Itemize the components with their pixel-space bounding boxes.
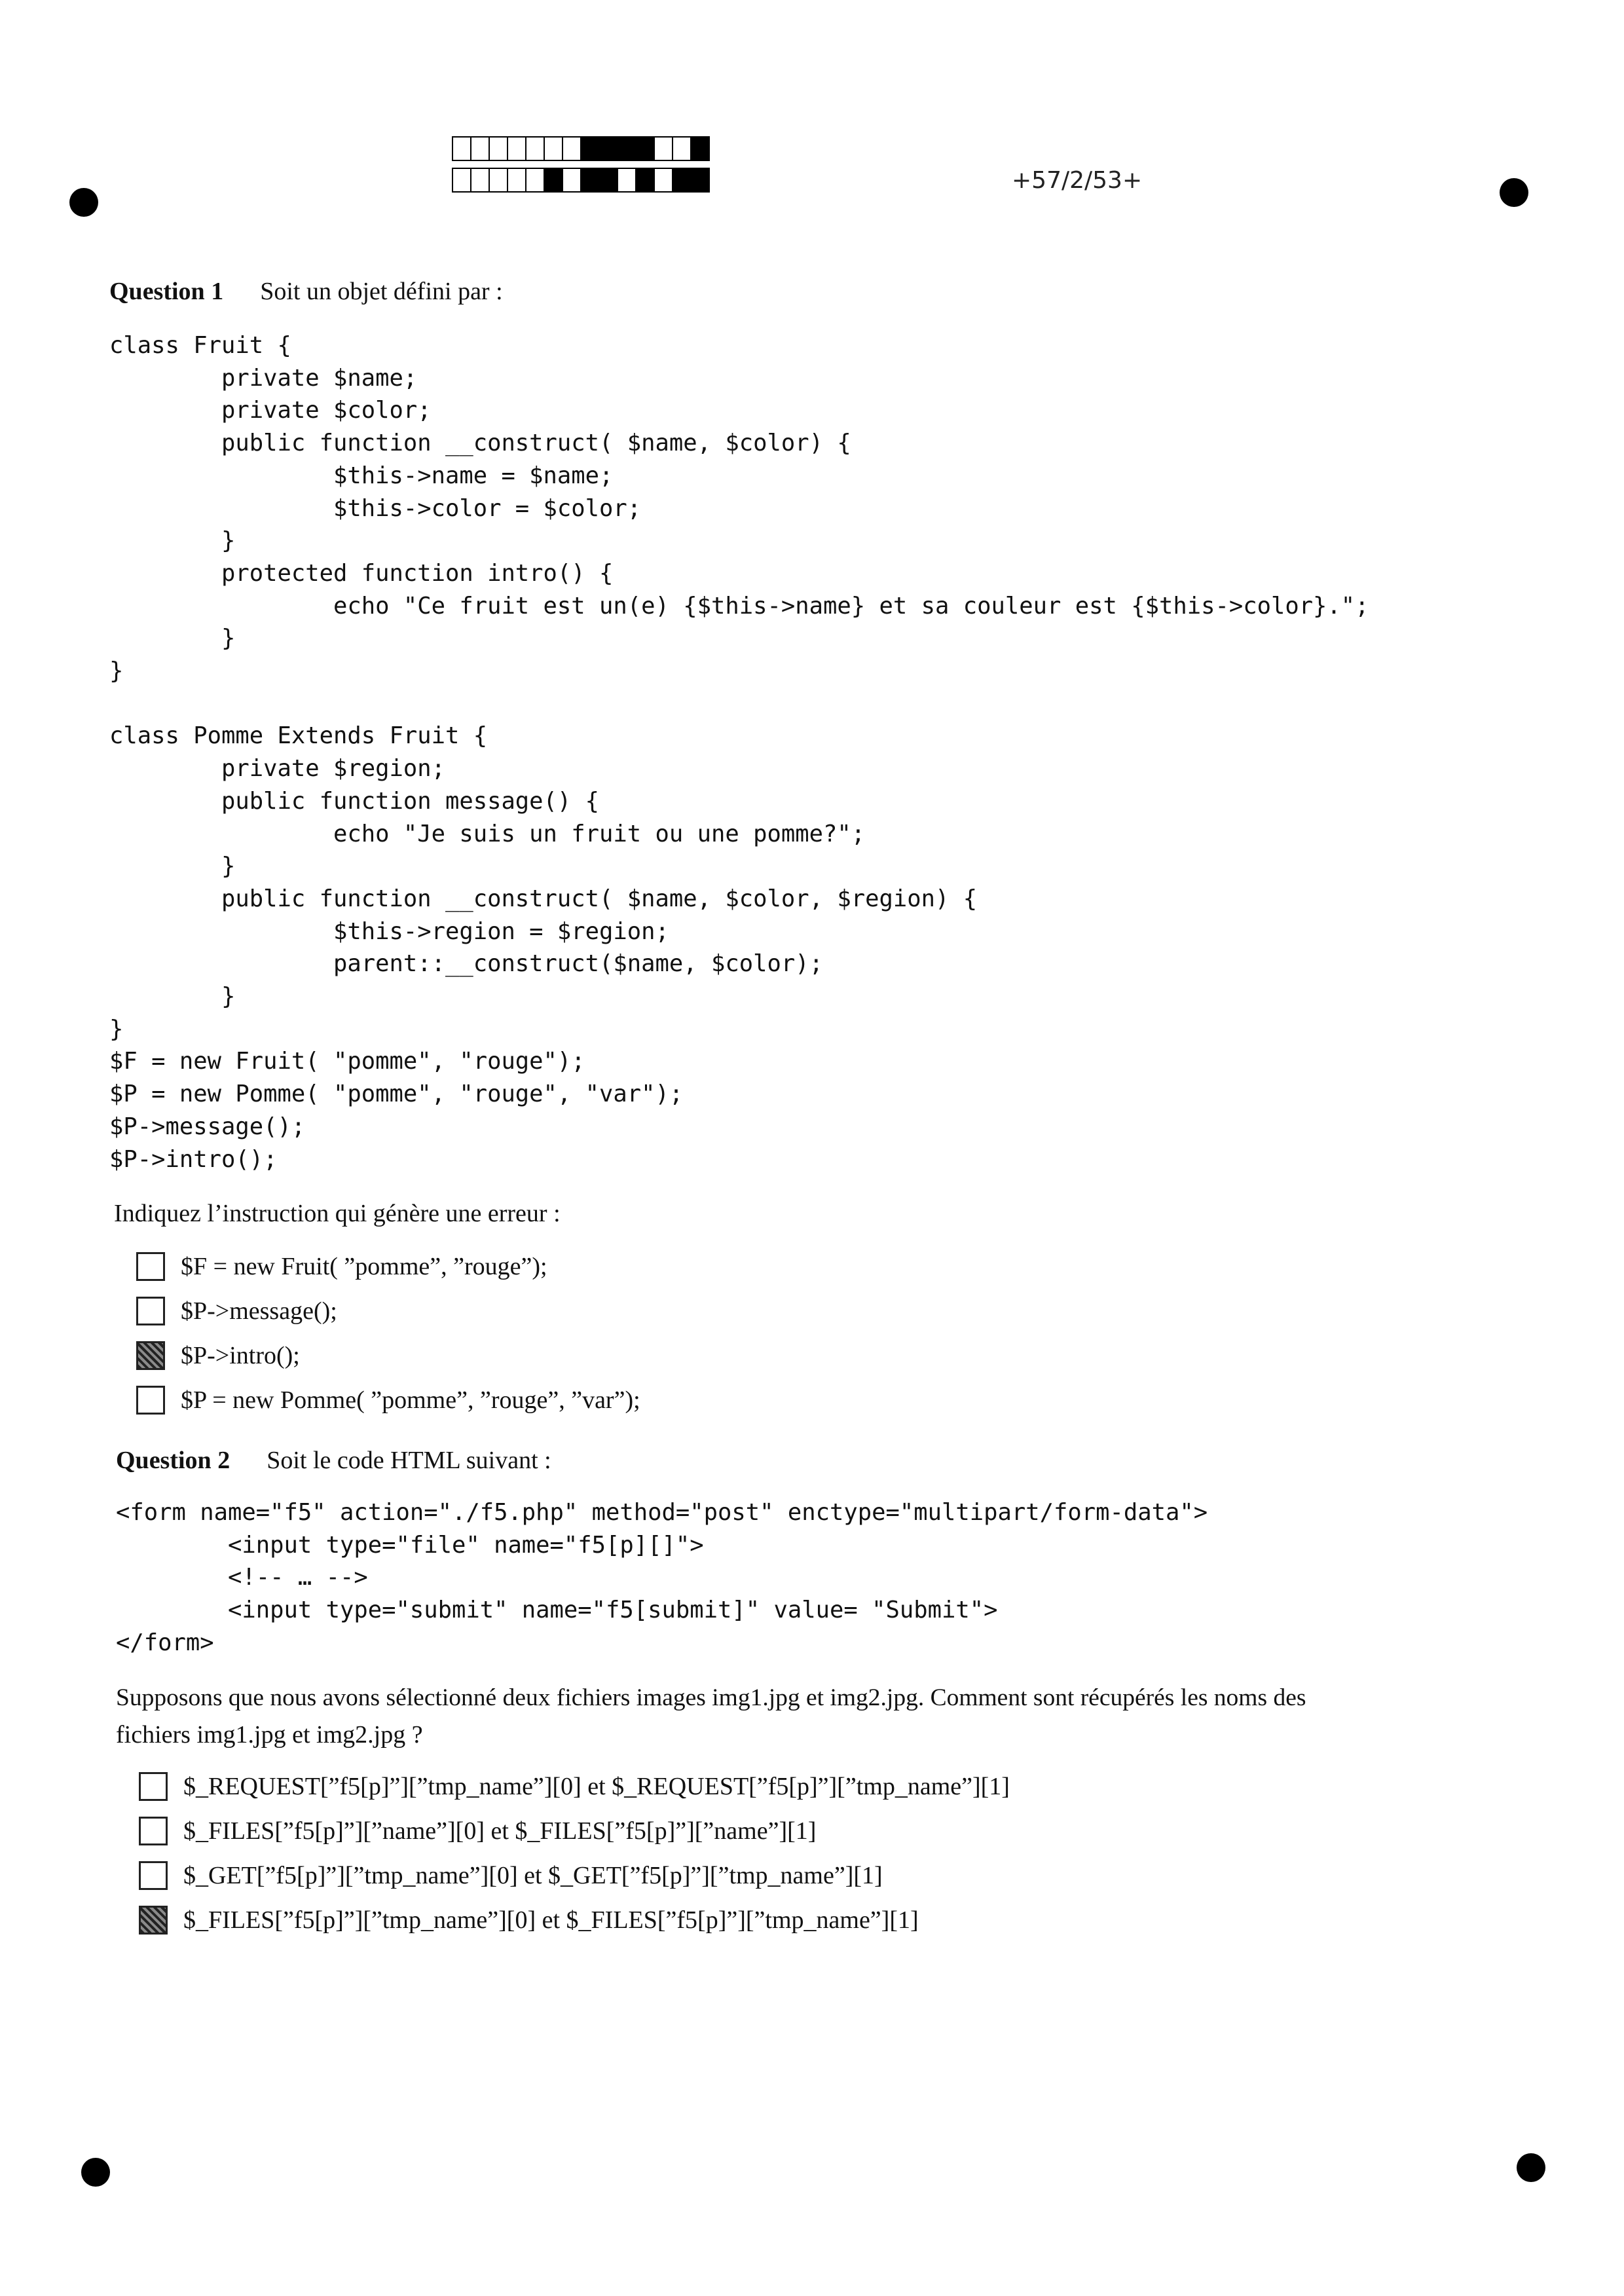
q1-code: class Fruit { private $name; private $color; public function __construct( $name, $color) { $this->name = $name; $this->color = $color; } protected function intro() { echo "Ce fruit est un(e) {$this->name} et sa couleur est {$this->color}."; } } class Pomme Extends Fruit { private $region; public function message() { echo "Je suis un fruit ou une pomme?"; } public function __construct( $name, $color, $region) { $this->region = $region; parent::__construct($name, $color); } } $F = new Fruit( "pomme", "rouge"); $P = new Pomme( "pomme", "rouge", "var"); $P->message(); $P->intro(); — [109, 332, 1369, 1173]
barcode-cell — [562, 168, 581, 193]
q2-answer-1-checkbox[interactable] — [139, 1772, 168, 1801]
barcode-row-1 — [452, 136, 709, 162]
registration-mark-bottom-right — [1517, 2153, 1545, 2182]
q1-answer-3-checkbox[interactable] — [136, 1341, 165, 1370]
q1-answer-1-checkbox[interactable] — [136, 1252, 165, 1281]
barcode-cell — [654, 168, 673, 193]
q2-answer-3-label: $_GET[”f5[p]”][”tmp_name”][0] et $_GET[”f5[p]”][”tmp_name”][1] — [183, 1862, 883, 1889]
registration-mark-bottom-left — [81, 2158, 110, 2187]
barcode-cell — [489, 168, 508, 193]
q1-answer-3[interactable] — [136, 1341, 300, 1370]
q1-answer-2[interactable] — [136, 1297, 337, 1325]
q2-answer-1[interactable] — [139, 1772, 1010, 1801]
q2-answer-3-checkbox[interactable] — [139, 1861, 168, 1890]
q2-answer-4-checkbox[interactable] — [139, 1906, 168, 1935]
barcode-cell — [672, 136, 692, 161]
barcode-cell — [507, 136, 526, 161]
barcode-cell — [635, 136, 655, 161]
barcode-cell — [525, 136, 545, 161]
barcode-cell — [690, 136, 710, 161]
q2-answer-2-checkbox[interactable] — [139, 1817, 168, 1845]
barcode-cell — [617, 168, 637, 193]
q2-prompt: Soit le code HTML suivant : — [267, 1447, 551, 1474]
registration-mark-top-right — [1500, 178, 1528, 207]
barcode-cell — [452, 168, 471, 193]
q1-instruction: Indiquez l’instruction qui génère une erreur : — [114, 1200, 561, 1227]
barcode-cell — [470, 168, 490, 193]
q2-answer-3[interactable] — [139, 1861, 883, 1890]
barcode-cell — [599, 136, 618, 161]
q1-answer-2-label: $P->message(); — [181, 1297, 337, 1325]
page-id: +57/2/53+ — [1012, 167, 1143, 194]
registration-mark-top-left — [69, 188, 98, 217]
q1-answer-1-label: $F = new Fruit( ”pomme”, ”rouge”); — [181, 1253, 547, 1280]
barcode-cell — [599, 168, 618, 193]
barcode-cell — [654, 136, 673, 161]
q1-answer-1[interactable] — [136, 1252, 547, 1281]
barcode-cell — [544, 136, 563, 161]
q2-answer-4[interactable] — [139, 1906, 919, 1935]
q1-prompt: Soit un objet défini par : — [260, 278, 503, 305]
q1-answer-2-checkbox[interactable] — [136, 1297, 165, 1325]
q1-answer-4-label: $P = new Pomme( ”pomme”, ”rouge”, ”var”); — [181, 1386, 640, 1414]
q2-answer-1-label: $_REQUEST[”f5[p]”][”tmp_name”][0] et $_REQUEST[”f5[p]”][”tmp_name”][1] — [183, 1773, 1010, 1800]
barcode-cell — [580, 168, 600, 193]
barcode-cell — [525, 168, 545, 193]
barcode-cell — [507, 168, 526, 193]
barcode-cell — [635, 168, 655, 193]
q1-answer-4[interactable] — [136, 1386, 640, 1415]
q2-number: Question 2 — [116, 1447, 231, 1474]
q1-answer-4-checkbox[interactable] — [136, 1386, 165, 1415]
barcode-cell — [617, 136, 637, 161]
q2-answer-4-label: $_FILES[”f5[p]”][”tmp_name”][0] et $_FILES[”f5[p]”][”tmp_name”][1] — [183, 1906, 919, 1934]
barcode-cell — [580, 136, 600, 161]
barcode-cell — [544, 168, 563, 193]
barcode-row-2 — [452, 168, 709, 194]
q2-answer-2-label: $_FILES[”f5[p]”][”name”][0] et $_FILES[”f5[p]”][”name”][1] — [183, 1817, 817, 1845]
q2-code: <form name="f5" action="./f5.php" method="post" enctype="multipart/form-data"> <input type="file" name="f5[p][]"> <!-- … --> <input type="submit" name="f5[submit]" value= "Submit"> </form> — [116, 1499, 1208, 1656]
q2-title — [116, 1446, 551, 1475]
q1-title — [109, 277, 503, 306]
barcode-cell — [470, 136, 490, 161]
barcode-cell — [672, 168, 692, 193]
barcode-cell — [690, 168, 710, 193]
barcode-cell — [489, 136, 508, 161]
q1-answer-3-label: $P->intro(); — [181, 1342, 300, 1369]
q2-text-line-2: fichiers img1.jpg et img2.jpg ? — [116, 1721, 423, 1749]
q1-number: Question 1 — [109, 278, 224, 305]
barcode-cell — [562, 136, 581, 161]
barcode-cell — [452, 136, 471, 161]
q2-answer-2[interactable] — [139, 1817, 816, 1845]
q2-text-line-1: Supposons que nous avons sélectionné deux fichiers images img1.jpg et img2.jpg. Comment sont récupérés les noms des — [116, 1684, 1306, 1711]
